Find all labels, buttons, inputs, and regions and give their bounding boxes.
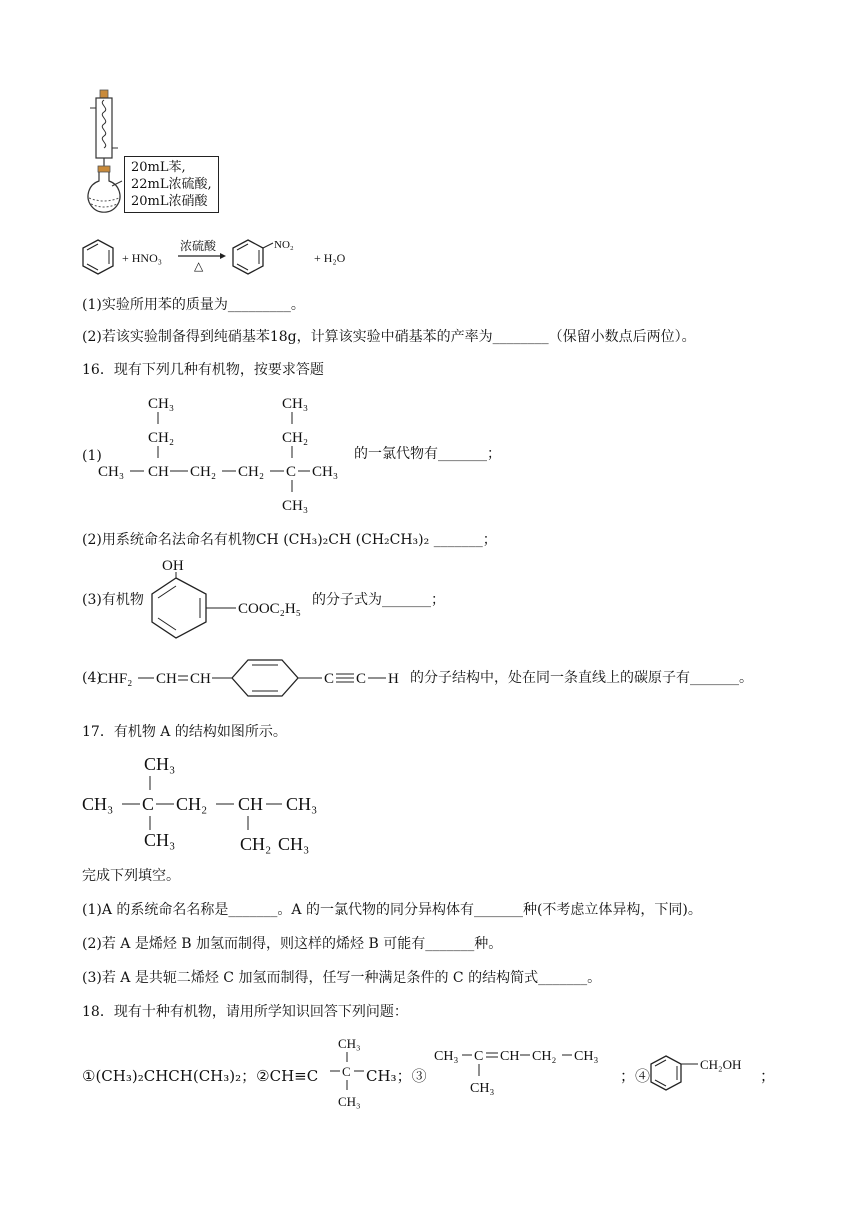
q16-part1-prefix: (1) [82, 448, 102, 464]
q16-part1-suffix: 的一氯代物有_______； [354, 446, 501, 462]
reagent-label: + HNO₃ [122, 251, 162, 265]
svg-text:CH: CH [148, 464, 169, 480]
svg-text:CH₂: CH₂ [240, 834, 272, 854]
svg-text:CH₃: CH₃ [148, 396, 175, 412]
water-label: + H₂O [314, 251, 346, 265]
q16-structure-4 [98, 652, 408, 704]
nitration-reaction [78, 236, 368, 280]
svg-text:C: C [286, 464, 297, 480]
q16-part3-prefix: (3)有机物 [82, 592, 144, 608]
q16-part2: (2)用系统命名法命名有机物CH (CH₃)₂CH (CH₂CH₃)₂ _______； [82, 532, 497, 548]
svg-text:C: C [324, 671, 335, 687]
arrow-head-icon [220, 253, 226, 259]
catalyst-label: 浓硫酸 [180, 239, 217, 253]
svg-text:CH₃: CH₃ [282, 498, 309, 514]
svg-text:CH: CH [238, 794, 264, 814]
svg-text:CH: CH [156, 671, 177, 687]
q18-title: 18．现有十种有机物，请用所学知识回答下列问题： [82, 1004, 408, 1020]
svg-text:CHF₂: CHF₂ [98, 671, 133, 687]
apparatus-label-box [124, 156, 219, 213]
svg-text:COOC₂H₅: COOC₂H₅ [238, 601, 301, 617]
svg-text:CH₃: CH₃ [286, 794, 318, 814]
svg-text:CH₃: CH₃ [574, 1049, 599, 1064]
q18-compound-3-structure [434, 1042, 620, 1100]
svg-text:CH₂: CH₂ [532, 1049, 557, 1064]
svg-text:CH₃: CH₃ [278, 834, 310, 854]
svg-text:OH: OH [162, 558, 184, 574]
svg-text:CH₂: CH₂ [238, 464, 265, 480]
hydroxymethyl-group: CH₂OH [700, 1057, 742, 1072]
q18-compound-1-2: ①(CH₃)₂CHCH(CH₃)₂；②CH≡C [82, 1067, 319, 1085]
q16-part3-suffix: 的分子式为_______； [312, 592, 445, 608]
q17-part2: (2)若 A 是烯烃 B 加氢而制得，则这样的烯烃 B 可能有_______种。 [82, 936, 503, 952]
svg-text:CH₂: CH₂ [176, 794, 208, 814]
svg-text:CH₃: CH₃ [98, 464, 125, 480]
q18-compound-3-separator: ；④ [620, 1067, 651, 1085]
q17-part1: (1)A 的系统命名名称是_______。A 的一氯代物的同分异构体有_______种(不考虑立体异构，下同)。 [82, 902, 702, 918]
svg-text:CH₃: CH₃ [82, 794, 114, 814]
q16-title: 16．现有下列几种有机物，按要求答题 [82, 362, 324, 378]
q18-compound-4-structure [648, 1052, 758, 1096]
heat-symbol: △ [194, 259, 204, 273]
apparatus-label: 20mL浓硝酸 [131, 194, 208, 209]
svg-text:CH₃: CH₃ [338, 1094, 361, 1109]
q16-structure-3 [146, 556, 316, 642]
q16-part4-suffix: 的分子结构中，处在同一条直线上的碳原子有_______。 [410, 670, 753, 686]
q16-structure-1 [96, 388, 346, 514]
svg-text:CH₃: CH₃ [470, 1081, 495, 1096]
svg-text:CH₂: CH₂ [148, 430, 175, 446]
svg-text:C: C [142, 794, 155, 814]
q15-part2: (2)若该实验制备得到纯硝基苯18g，计算该实验中硝基苯的产率为________（保留小数点后两位）。 [82, 329, 696, 345]
q18-compound-2-tail: CH₃；③ [366, 1067, 427, 1085]
svg-text:CH₃: CH₃ [338, 1036, 361, 1051]
q17-title: 17．有机物 A 的结构如图所示。 [82, 724, 287, 740]
q17-instruction: 完成下列填空。 [82, 868, 180, 884]
svg-text:CH₃: CH₃ [282, 396, 309, 412]
q17-structure [82, 750, 342, 860]
svg-text:CH₂: CH₂ [282, 430, 309, 446]
svg-text:CH₃: CH₃ [312, 464, 339, 480]
nitro-group: NO₂ [274, 239, 294, 251]
svg-text:CH₂: CH₂ [190, 464, 217, 480]
apparatus-label: 22mL浓硫酸, [131, 177, 212, 192]
svg-text:CH: CH [500, 1049, 520, 1064]
apparatus-label: 20mL苯, [131, 160, 186, 175]
svg-text:CH: CH [190, 671, 211, 687]
svg-text:C: C [474, 1049, 484, 1064]
svg-text:CH₃: CH₃ [144, 830, 176, 850]
svg-text:CH₃: CH₃ [434, 1049, 459, 1064]
svg-text:C: C [342, 1064, 351, 1079]
svg-text:H: H [388, 671, 399, 687]
q18-end-punct: ； [760, 1067, 776, 1085]
svg-text:CH₃: CH₃ [144, 754, 176, 774]
q17-part3: (3)若 A 是共轭二烯烃 C 加氢而制得，任写一种满足条件的 C 的结构简式_______。 [82, 970, 602, 986]
q15-part1: (1)实验所用苯的质量为_________。 [82, 297, 305, 313]
q16-part4-prefix: (4) [82, 670, 102, 686]
svg-text:C: C [356, 671, 367, 687]
